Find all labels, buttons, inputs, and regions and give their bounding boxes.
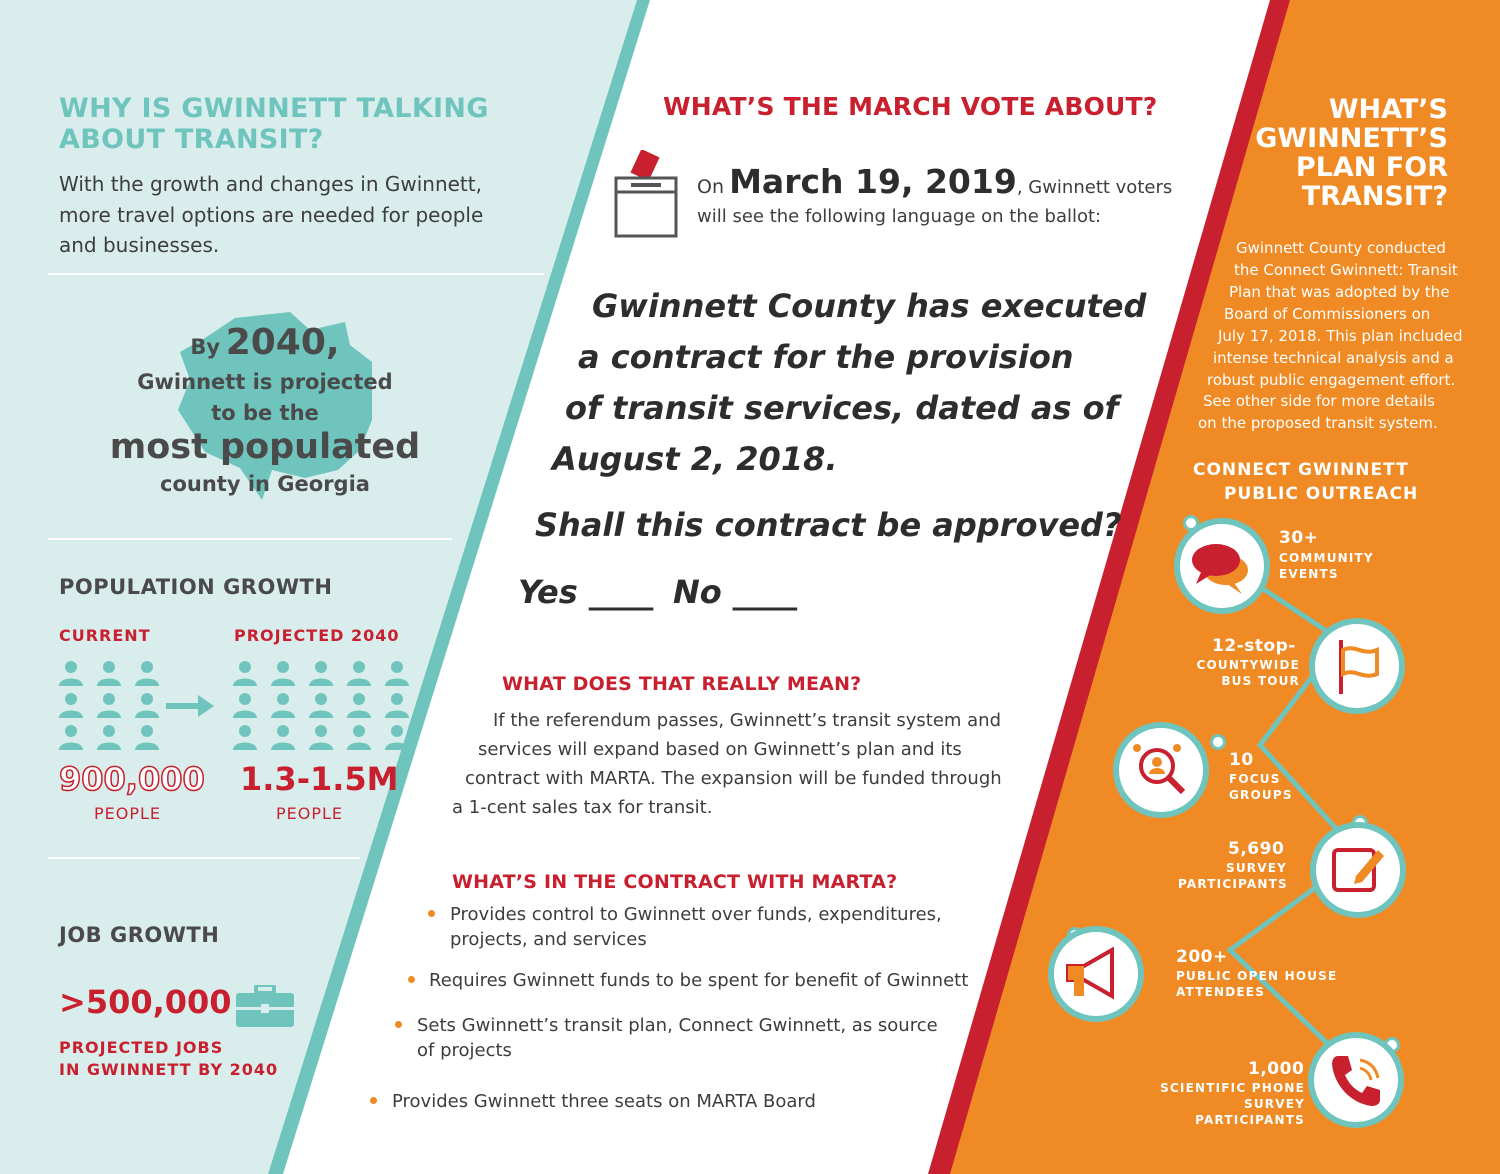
ballot-line-2: a contract for the provision — [578, 338, 1074, 376]
projected-label: PROJECTED 2040 — [234, 626, 400, 645]
mean-line-4: a 1-cent sales tax for transit. — [452, 797, 713, 818]
stat-circle — [1113, 722, 1209, 818]
stat-value: 30+ — [1279, 528, 1319, 548]
person-icon — [96, 724, 122, 750]
outreach-heading: CONNECT GWINNETT PUBLIC OUTREACH — [1193, 460, 1419, 504]
plan-line: Gwinnett County conducted — [1236, 239, 1446, 257]
contract-bullet-2: Requires Gwinnett funds to be spent for benefit of Gwinnett — [429, 970, 969, 991]
bullet-dot — [428, 910, 435, 917]
mean-line-3: contract with MARTA. The expansion will be funded through — [465, 768, 1002, 789]
divider — [48, 857, 360, 859]
person-icon — [346, 692, 372, 718]
plan-line: Board of Commissioners on — [1224, 305, 1431, 323]
pencil-note-icon — [1316, 828, 1400, 912]
person-icon — [270, 724, 296, 750]
current-population-icons — [58, 660, 160, 750]
connector-knot — [1210, 734, 1226, 750]
person-icon — [134, 660, 160, 686]
plan-line: See other side for more details — [1203, 392, 1435, 410]
projected-population-icons — [232, 660, 410, 750]
person-icon — [384, 724, 410, 750]
plan-line: Plan that was adopted by the — [1229, 283, 1450, 301]
person-icon — [308, 660, 334, 686]
person-icon — [384, 692, 410, 718]
jobs-value: >500,000 — [59, 983, 232, 1021]
person-icon — [96, 692, 122, 718]
divider — [48, 273, 544, 275]
why-heading: WHY IS GWINNETT TALKING ABOUT TRANSIT? — [59, 93, 489, 155]
plan-line: intense technical analysis and a — [1213, 349, 1454, 367]
contract-bullet-1: Provides control to Gwinnett over funds, expenditures, projects, and services — [450, 904, 942, 950]
stat-value: 10 — [1229, 750, 1254, 770]
stat-circle — [1048, 926, 1144, 1022]
projected-value: 1.3-1.5M — [240, 760, 399, 798]
plan-heading: WHAT’S GWINNETT’S PLAN FOR TRANSIT? — [1255, 94, 1448, 212]
stat-circle — [1310, 822, 1406, 918]
stat-label: SURVEY PARTICIPANTS — [1178, 861, 1288, 891]
ballot-yes: Yes ____ — [518, 573, 653, 611]
arrow-right-icon — [166, 695, 214, 717]
divider — [48, 538, 452, 540]
person-icon — [308, 724, 334, 750]
bullet-dot — [370, 1097, 377, 1104]
stat-label: PUBLIC OPEN HOUSE ATTENDEES — [1176, 969, 1338, 999]
person-icon — [58, 692, 84, 718]
person-icon — [58, 724, 84, 750]
projection-block: By 2040, Gwinnett is projected to be the most populated county in Georgia — [109, 322, 421, 496]
why-body: With the growth and changes in Gwinnett, more travel options are needed for people and businesses. — [59, 172, 484, 257]
contract-bullet-3: Sets Gwinnett’s transit plan, Connect Gwinnett, as source of projects — [417, 1015, 938, 1061]
phone-icon — [1314, 1038, 1398, 1122]
bullet-dot — [395, 1021, 402, 1028]
person-icon — [232, 724, 258, 750]
person-icon — [134, 692, 160, 718]
ballot-question: Shall this contract be approved? — [535, 506, 1122, 544]
plan-line: July 17, 2018. This plan included — [1218, 327, 1463, 345]
outreach-connector-lines — [1100, 520, 1460, 1140]
bullet-dot — [408, 976, 415, 983]
flag-icon — [1315, 624, 1399, 708]
vote-intro: On March 19, 2019, Gwinnett voters — [697, 162, 1173, 201]
plan-line: on the proposed transit system. — [1198, 414, 1438, 432]
person-icon — [384, 660, 410, 686]
person-icon — [232, 660, 258, 686]
stat-circle — [1308, 1032, 1404, 1128]
ballot-line-3: of transit services, dated as of — [565, 389, 1119, 427]
vote-heading: WHAT’S THE MARCH VOTE ABOUT? — [663, 92, 1158, 121]
stat-value: 5,690 — [1228, 839, 1285, 859]
mean-line-2: services will expand based on Gwinnett’s plan and its — [478, 739, 962, 760]
ballot-line-1: Gwinnett County has executed — [592, 287, 1147, 325]
ballot-box-icon — [613, 150, 679, 240]
stat-value: 12-stop- — [1212, 636, 1296, 656]
person-icon — [58, 660, 84, 686]
mean-heading: WHAT DOES THAT REALLY MEAN? — [502, 673, 862, 695]
stat-label: COUNTYWIDE BUS TOUR — [1196, 658, 1300, 688]
plan-line: robust public engagement effort. — [1207, 371, 1456, 389]
projected-unit: PEOPLE — [276, 804, 344, 823]
stat-circle — [1174, 518, 1270, 614]
population-heading: POPULATION GROWTH — [59, 575, 333, 599]
speech-bubbles-icon — [1180, 524, 1264, 608]
stat-label: FOCUS GROUPS — [1229, 772, 1293, 802]
current-label: CURRENT — [59, 626, 151, 645]
stat-value: 1,000 — [1248, 1059, 1305, 1079]
ballot-no: No ____ — [673, 573, 797, 611]
megaphone-icon — [1054, 932, 1138, 1016]
current-value: 900,000 — [59, 760, 205, 798]
person-icon — [134, 724, 160, 750]
person-icon — [346, 724, 372, 750]
person-icon — [346, 660, 372, 686]
magnifier-people-icon — [1119, 728, 1203, 812]
stat-circle — [1309, 618, 1405, 714]
person-icon — [232, 692, 258, 718]
contract-heading: WHAT’S IN THE CONTRACT WITH MARTA? — [452, 871, 898, 893]
person-icon — [270, 660, 296, 686]
jobs-label: PROJECTED JOBS IN GWINNETT BY 2040 — [59, 1038, 279, 1079]
briefcase-icon — [236, 985, 294, 1027]
person-icon — [270, 692, 296, 718]
stat-label: SCIENTIFIC PHONE SURVEY PARTICIPANTS — [1160, 1081, 1305, 1127]
ballot-line-4: August 2, 2018. — [552, 440, 838, 478]
mean-line-1: If the referendum passes, Gwinnett’s transit system and — [493, 710, 1002, 731]
person-icon — [308, 692, 334, 718]
current-unit: PEOPLE — [94, 804, 162, 823]
vote-intro-line2: will see the following language on the ballot: — [697, 206, 1102, 227]
stat-label: COMMUNITY EVENTS — [1279, 551, 1374, 581]
stat-value: 200+ — [1176, 947, 1228, 967]
jobs-heading: JOB GROWTH — [59, 923, 220, 947]
contract-bullet-4: Provides Gwinnett three seats on MARTA Board — [392, 1091, 816, 1112]
person-icon — [96, 660, 122, 686]
plan-line: the Connect Gwinnett: Transit — [1234, 261, 1458, 279]
